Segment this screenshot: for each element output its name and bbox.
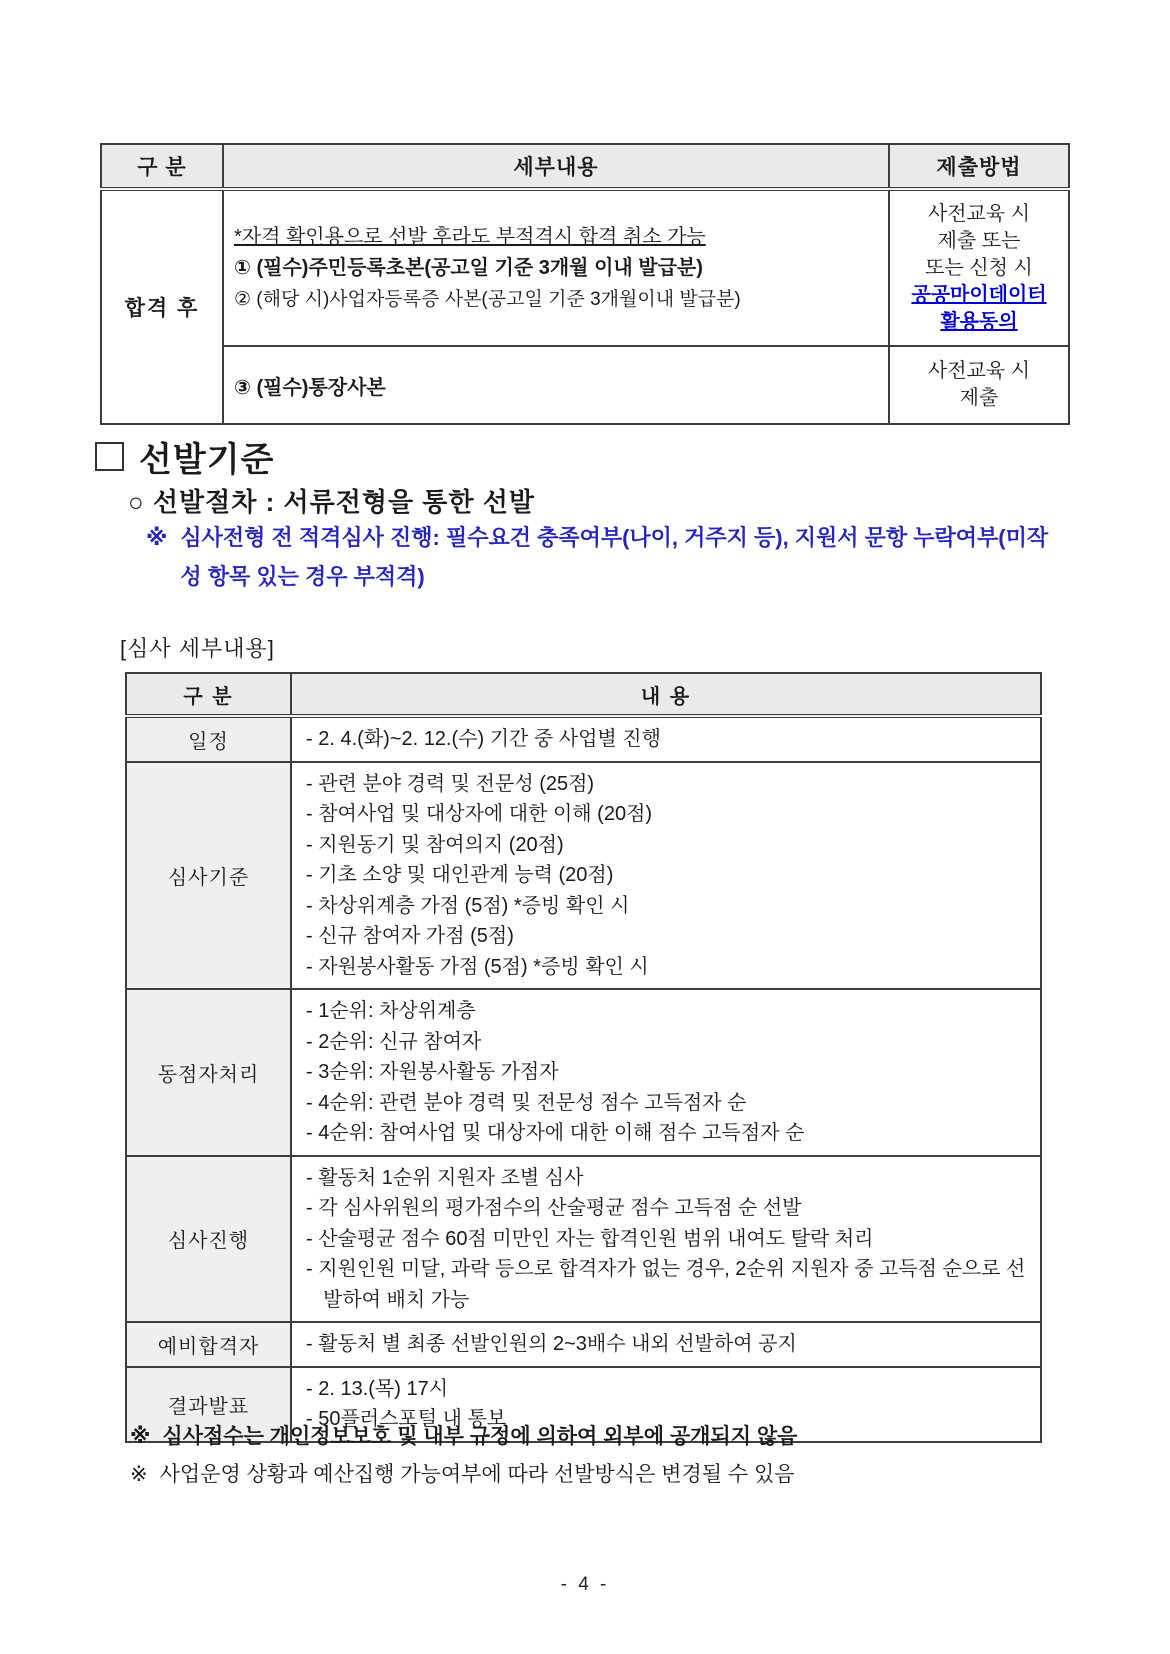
table-row-schedule: [126, 716, 1041, 762]
header-method: 제출방법: [889, 144, 1069, 189]
footnote-change: ※ 사업운영 상황과 예산집행 가능여부에 따라 선발방식은 변경될 수 있음: [130, 1456, 797, 1494]
review-table-caption: [심사 세부내용]: [120, 636, 275, 661]
method-cell-1: [889, 189, 1069, 346]
method-cell-2: [889, 346, 1069, 424]
header-category: 구 분: [126, 673, 291, 716]
row-content: - 2. 13.(목) 17시 - 50플러스포털 내 통보: [291, 1367, 1041, 1442]
row-content: - 활동처 별 최종 선발인원의 2~3배수 내외 선발하여 공지: [291, 1322, 1041, 1367]
mydata-consent-link: 활용동의: [940, 310, 1018, 333]
reference-mark-icon: ※: [130, 1463, 148, 1486]
row-label: 일정: [126, 716, 291, 762]
section-heading: [95, 432, 274, 481]
table-row-process: [126, 1156, 1041, 1323]
footnotes: [130, 1418, 797, 1494]
method-line: 사전교육 시: [927, 360, 1031, 382]
row-label: 결과발표: [126, 1367, 291, 1442]
header-detail: 세부내용: [223, 144, 889, 189]
eligibility-note-text: 심사전형 전 적격심사 진행: 필수요건 충족여부(나이, 거주지 등), 지원서 문항 누락여부(미작성 항목 있는 경우 부적격): [180, 525, 1049, 589]
method-line: 또는 신청 시: [925, 256, 1033, 279]
table-row-criteria: [126, 762, 1041, 990]
method-line: 사전교육 시: [927, 202, 1031, 225]
header-content: 내 용: [291, 673, 1041, 716]
table-row-waitlist: [126, 1322, 1041, 1367]
table-row: [101, 189, 1069, 346]
eligibility-note: [146, 518, 1051, 596]
square-bullet-icon: [95, 442, 124, 471]
section-title: 선발기준: [139, 441, 275, 479]
review-table: [125, 672, 1042, 1443]
method-line: 제출: [959, 387, 999, 409]
row-content: - 2. 4.(화)~2. 12.(수) 기간 중 사업별 진행: [291, 716, 1041, 762]
detail-item-3: ③ (필수)통장사본: [223, 346, 889, 424]
submission-table: [100, 143, 1070, 425]
row-label-after-pass: 합격 후: [101, 189, 223, 424]
table-row-tiebreak: [126, 989, 1041, 1156]
detail-note: *자격 확인용으로 선발 후라도 부적격시 합격 취소 가능: [234, 225, 706, 248]
sub-heading: ○ 선발절차 : 서류전형을 통한 선발: [128, 487, 535, 517]
table-header-row: [126, 673, 1041, 716]
detail-cell-documents: [223, 189, 889, 346]
row-label: 심사기준: [126, 762, 291, 990]
mydata-consent-link: 공공마이데이터: [911, 283, 1047, 306]
row-content: - 활동처 1순위 지원자 조별 심사 - 각 심사위원의 평가점수의 산술평균 점수 고득점 순 선발 - 산술평균 점수 60점 미만인 자는 합격인원 범위 내여도 탈락 처리 - 지원인원 미달, 과락 등으로 합격자가 없는 경우, 2순위 지원자 중 고득점 순으로 선발하여 배치 가능: [291, 1156, 1041, 1323]
reference-mark-icon: ※: [146, 525, 168, 550]
row-label: 심사진행: [126, 1156, 291, 1323]
header-category: 구 분: [101, 144, 223, 189]
row-content: - 1순위: 차상위계층 - 2순위: 신규 참여자 - 3순위: 자원봉사활동 가점자 - 4순위: 관련 분야 경력 및 전문성 점수 고득점자 순 - 4순위: 참여사업 및 대상자에 대한 이해 점수 고득점자 순: [291, 989, 1041, 1156]
page-number: - 4 -: [560, 1574, 610, 1595]
detail-item-1: ① (필수)주민등록초본(공고일 기준 3개월 이내 발급분): [234, 256, 703, 279]
table-row: [101, 346, 1069, 424]
row-label: 예비합격자: [126, 1322, 291, 1367]
reference-mark-icon: ※: [130, 1425, 151, 1448]
method-line: 제출 또는: [937, 229, 1021, 252]
row-content: - 관련 분야 경력 및 전문성 (25점) - 참여사업 및 대상자에 대한 이해 (20점) - 지원동기 및 참여의지 (20점) - 기초 소양 및 대인관계 능력 (20점) - 차상위계층 가점 (5점) *증빙 확인 시 - 신규 참여자 가점 (5점) - 자원봉사활동 가점 (5점) *증빙 확인 시: [291, 762, 1041, 990]
table-header-row: [101, 144, 1069, 189]
detail-item-2: ② (해당 시)사업자등록증 사본(공고일 기준 3개월이내 발급분): [234, 288, 741, 310]
row-label: 동점자처리: [126, 989, 291, 1156]
footnote-privacy: ※ 심사점수는 개인정보보호 및 내부 규정에 의하여 외부에 공개되지 않음: [130, 1418, 797, 1456]
